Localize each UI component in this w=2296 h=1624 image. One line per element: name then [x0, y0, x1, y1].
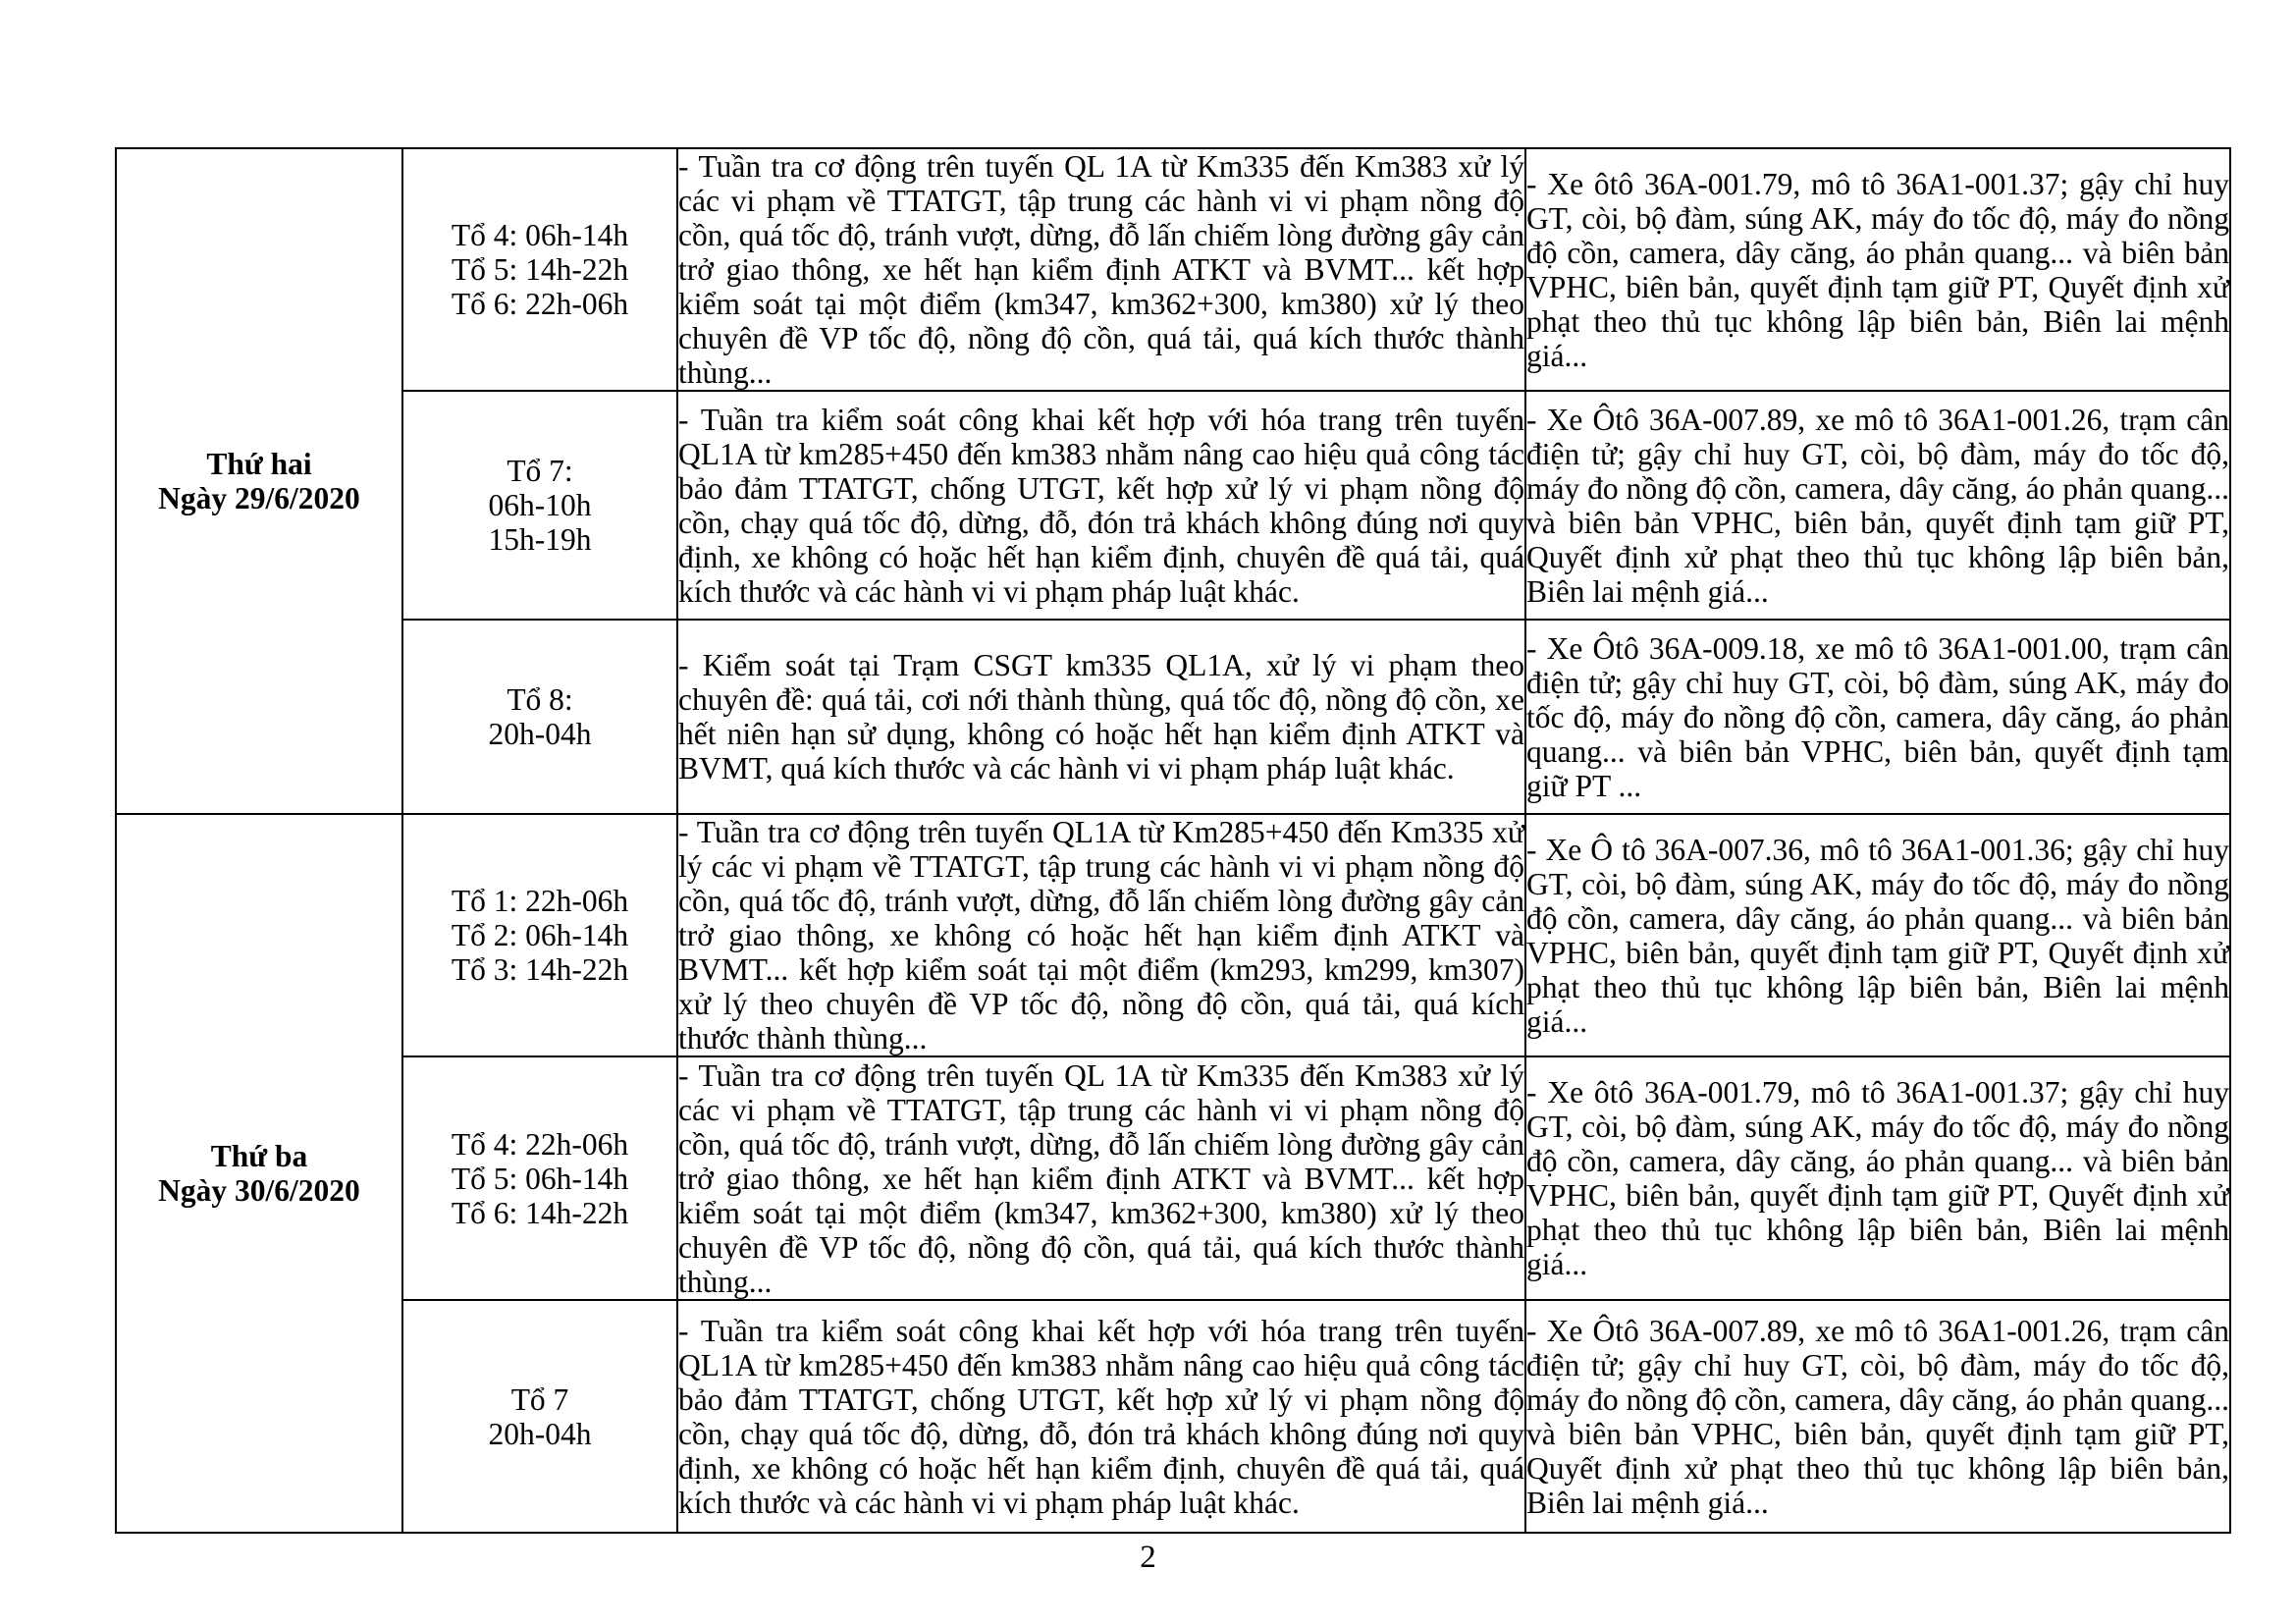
task-cell: - Tuần tra kiểm soát công khai kết hợp với hóa trang trên tuyến QL1A từ km285+450 đến km383 nhằm nâng cao hiệu quả công tác bảo đảm TTATGT, chống UTGT, kết hợp xử lý vi phạm nồng độ cồn, chạy quá tốc độ, dừng, đỗ, đón trả khách không đúng nơi quy định, xe không có hoặc hết hạn kiểm định, chuyên đề quá tải, quá kích thước và các hành vi vi phạm pháp luật khác.: [677, 1300, 1525, 1533]
day-name: Thứ ba: [210, 1139, 308, 1173]
equipment-cell: - Xe ôtô 36A-001.79, mô tô 36A1-001.37; gậy chỉ huy GT, còi, bộ đàm, súng AK, máy đo tốc độ, máy đo nồng độ cồn, camera, dây căng, áo phản quang... và biên bản VPHC, biên bản, quyết định tạm giữ PT, Quyết định xử phạt theo thủ tục không lập biên bản, Biên lai mệnh giá...: [1525, 148, 2230, 391]
team-line: 20h-04h: [488, 1416, 592, 1451]
table-row: [116, 1056, 2230, 1300]
team-cell: [402, 1056, 677, 1300]
team-line: 15h-19h: [488, 522, 592, 557]
team-line: Tổ 3: 14h-22h: [451, 952, 629, 987]
team-line: Tổ 8:: [507, 682, 573, 717]
team-line: Tổ 4: 06h-14h: [451, 218, 629, 252]
team-line: Tổ 6: 14h-22h: [451, 1195, 629, 1230]
team-line: Tổ 7: [510, 1381, 569, 1417]
equipment-cell: - Xe Ôtô 36A-009.18, xe mô tô 36A1-001.00, trạm cân điện tử; gậy chỉ huy GT, còi, bộ đàm, súng AK, máy đo tốc độ, máy đo nồng độ cồn, camera, dây căng, áo phản quang... và biên bản VPHC, biên bản, quyết định tạm giữ PT ...: [1525, 620, 2230, 814]
table-row: [116, 620, 2230, 814]
team-line: Tổ 5: 14h-22h: [451, 252, 629, 287]
team-line: Tổ 2: 06h-14h: [451, 918, 629, 952]
table-row: [116, 148, 2230, 391]
equipment-cell: - Xe Ô tô 36A-007.36, mô tô 36A1-001.36; gậy chỉ huy GT, còi, bộ đàm, súng AK, máy đo tốc độ, máy đo nồng độ cồn, camera, dây căng, áo phản quang... và biên bản VPHC, biên bản, quyết định tạm giữ PT, Quyết định xử phạt theo thủ tục không lập biên bản, Biên lai mệnh giá...: [1525, 814, 2230, 1056]
equipment-cell: - Xe Ôtô 36A-007.89, xe mô tô 36A1-001.26, trạm cân điện tử; gậy chỉ huy GT, còi, bộ đàm, máy đo tốc độ, máy đo nồng độ cồn, camera, dây căng, áo phản quang... và biên bản VPHC, biên bản, quyết định tạm giữ PT, Quyết định xử phạt theo thủ tục không lập biên bản, Biên lai mệnh giá...: [1525, 1300, 2230, 1533]
team-cell: [402, 1300, 677, 1533]
table-row: [116, 1300, 2230, 1533]
patrol-schedule-table: [115, 147, 2231, 1534]
table-row: [116, 391, 2230, 620]
team-cell: [402, 620, 677, 814]
task-cell: - Tuần tra cơ động trên tuyến QL 1A từ Km335 đến Km383 xử lý các vi phạm về TTATGT, tập trung các hành vi vi phạm nồng độ cồn, quá tốc độ, tránh vượt, dừng, đỗ lấn chiếm lòng đường gây cản trở giao thông, xe hết hạn kiểm định ATKT và BVMT... kết hợp kiểm soát tại một điểm (km347, km362+300, km380) xử lý theo chuyên đề VP tốc độ, nồng độ cồn, quá tải, quá kích thước thành thùng...: [678, 149, 1524, 390]
team-line: Tổ 7:: [507, 454, 573, 488]
day-name: Thứ hai: [206, 447, 312, 481]
team-line: Tổ 6: 22h-06h: [451, 287, 629, 321]
task-cell: - Tuần tra cơ động trên tuyến QL 1A từ Km335 đến Km383 xử lý các vi phạm về TTATGT, tập trung các hành vi vi phạm nồng độ cồn, quá tốc độ, tránh vượt, dừng, đỗ lấn chiếm lòng đường gây cản trở giao thông, xe hết hạn kiểm định ATKT và BVMT... kết hợp kiểm soát tại một điểm (km347, km362+300, km380) xử lý theo chuyên đề VP tốc độ, nồng độ cồn, quá tải, quá kích thước thành thùng...: [678, 1057, 1524, 1299]
team-cell: [402, 391, 677, 620]
task-cell: - Tuần tra kiểm soát công khai kết hợp với hóa trang trên tuyến QL1A từ km285+450 đến km383 nhằm nâng cao hiệu quả công tác bảo đảm TTATGT, chống UTGT, kết hợp xử lý vi phạm nồng độ cồn, chạy quá tốc độ, dừng, đỗ, đón trả khách không đúng nơi quy định, xe không có hoặc hết hạn kiểm định, chuyên đề quá tải, quá kích thước và các hành vi vi phạm pháp luật khác.: [677, 391, 1525, 620]
team-line: 06h-10h: [488, 488, 592, 522]
team-cell: [402, 814, 677, 1056]
team-line: Tổ 4: 22h-06h: [451, 1126, 629, 1162]
day-cell: [116, 148, 402, 814]
task-cell: - Tuần tra cơ động trên tuyến QL1A từ Km285+450 đến Km335 xử lý các vi phạm về TTATGT, tập trung các hành vi vi phạm nồng độ cồn, quá tốc độ, tránh vượt, dừng, đỗ lấn chiếm lòng đường gây cản trở giao thông, xe không có hoặc hết hạn kiểm định ATKT và BVMT... kết hợp kiểm soát tại một điểm (km293, km299, km307) xử lý theo chuyên đề VP tốc độ, nồng độ cồn, quá tải, quá kích thước thành thùng...: [678, 815, 1524, 1056]
table-row: [116, 814, 2230, 1056]
equipment-cell: - Xe Ôtô 36A-007.89, xe mô tô 36A1-001.26, trạm cân điện tử; gậy chỉ huy GT, còi, bộ đàm, máy đo tốc độ, máy đo nồng độ cồn, camera, dây căng, áo phản quang... và biên bản VPHC, biên bản, quyết định tạm giữ PT, Quyết định xử phạt theo thủ tục không lập biên bản, Biên lai mệnh giá...: [1525, 391, 2230, 620]
team-line: Tổ 5: 06h-14h: [451, 1161, 629, 1196]
team-line: 20h-04h: [488, 717, 592, 751]
day-date: Ngày 29/6/2020: [158, 481, 360, 515]
day-date: Ngày 30/6/2020: [158, 1173, 360, 1208]
team-line: Tổ 1: 22h-06h: [451, 884, 629, 918]
task-cell: - Kiểm soát tại Trạm CSGT km335 QL1A, xử lý vi phạm theo chuyên đề: quá tải, cơi nới thành thùng, quá tốc độ, nồng độ cồn, xe hết niên hạn sử dụng, không có hoặc hết hạn kiểm định ATKT và BVMT, quá kích thước và các hành vi vi phạm pháp luật khác.: [677, 620, 1525, 814]
team-cell: [402, 148, 677, 391]
page-number: 2: [1140, 1540, 1156, 1575]
day-cell: [116, 814, 402, 1533]
equipment-cell: - Xe ôtô 36A-001.79, mô tô 36A1-001.37; gậy chỉ huy GT, còi, bộ đàm, súng AK, máy đo tốc độ, máy đo nồng độ cồn, camera, dây căng, áo phản quang... và biên bản VPHC, biên bản, quyết định tạm giữ PT, Quyết định xử phạt theo thủ tục không lập biên bản, Biên lai mệnh giá...: [1525, 1056, 2230, 1300]
